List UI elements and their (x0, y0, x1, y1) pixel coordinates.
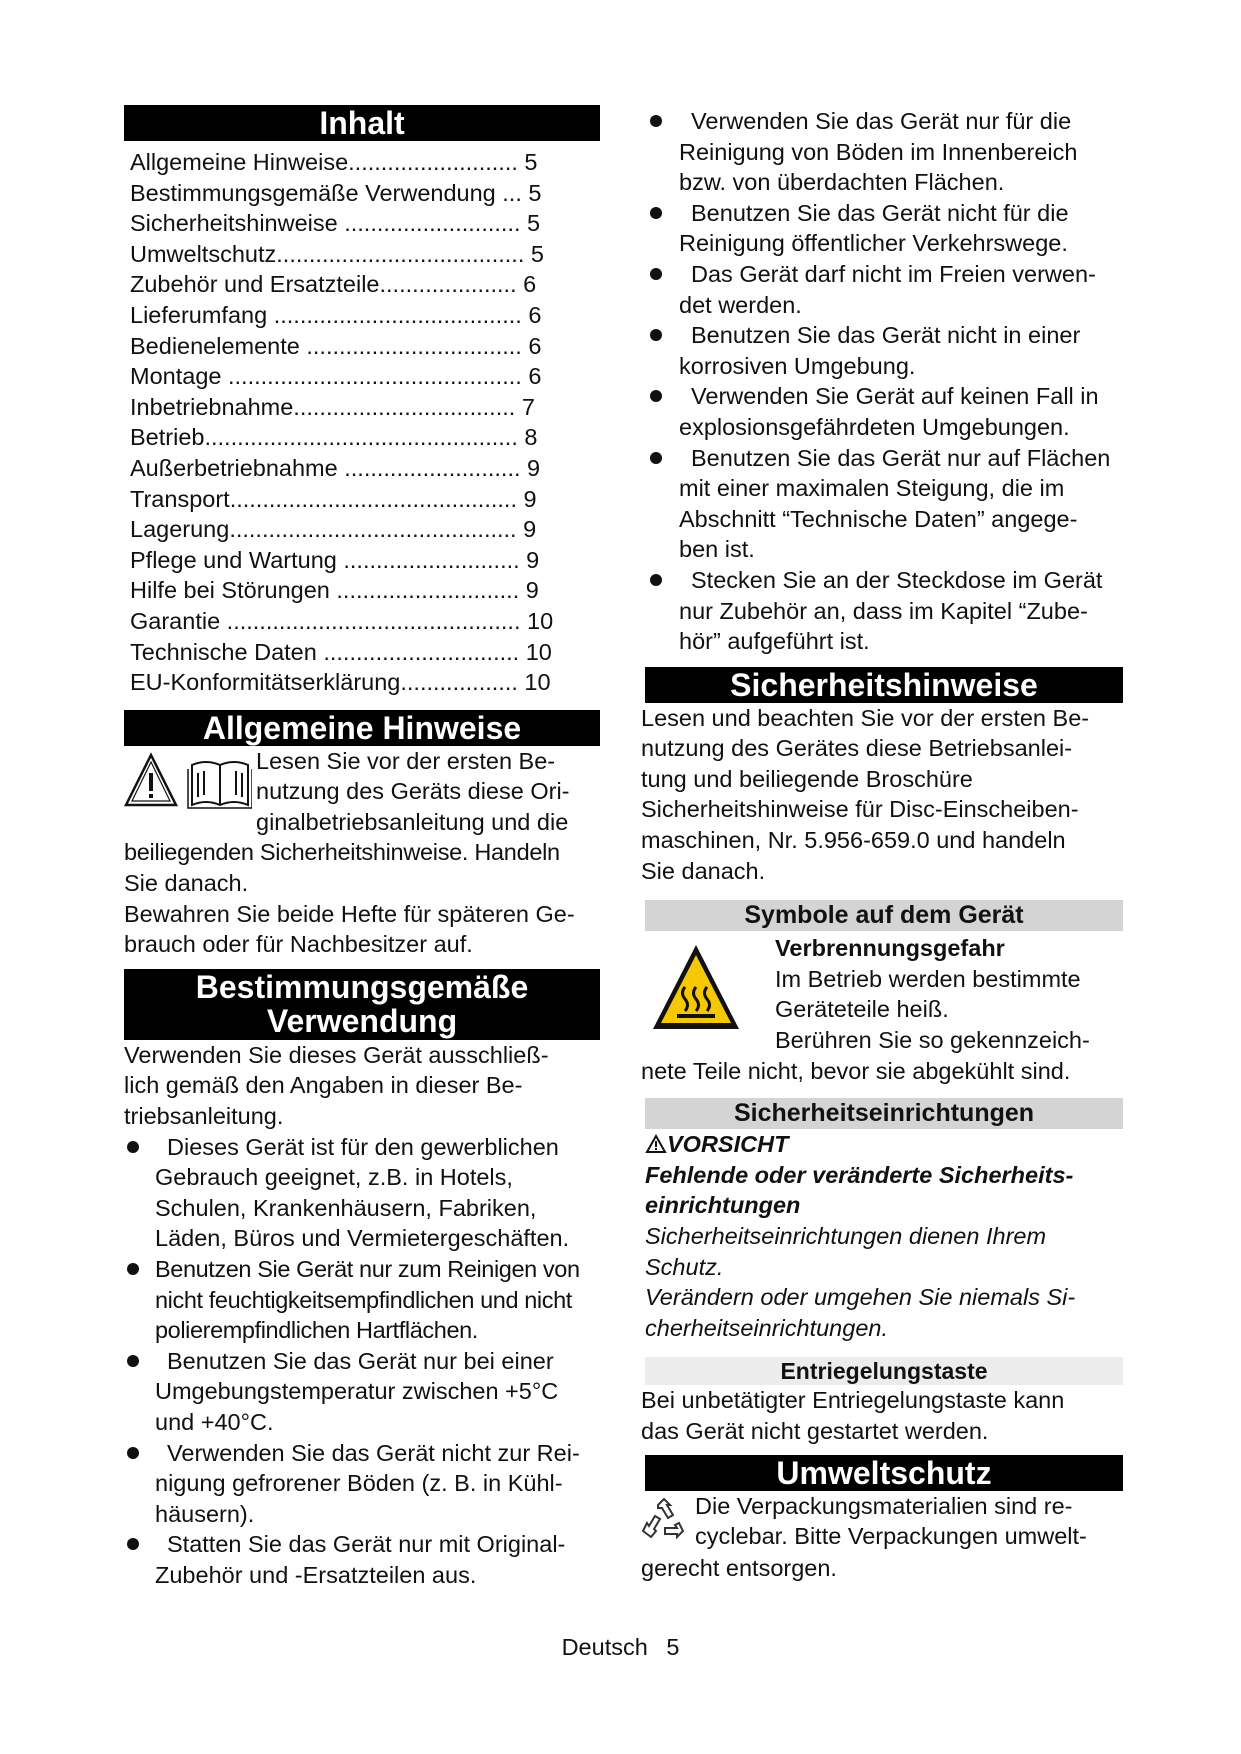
entriegelungstaste-section: Bei unbetätigter Entriegelungstaste kann das Gerät nicht gestartet werden. (641, 1387, 1065, 1444)
burn-hazard-heading: Verbrennungsgefahr (775, 935, 1005, 962)
list-item: Das Gerät darf nicht im Freien verwen- det werden. (645, 259, 1123, 320)
toc-entry[interactable]: Bedienelemente ................................. 6 (130, 332, 542, 359)
bullet-icon (127, 1141, 139, 1153)
toc-entry[interactable]: Lagerung............................................ 9 (130, 516, 537, 543)
toc-entry[interactable]: EU-Konformitätserklärung.................. 10 (130, 669, 551, 696)
manual-book-icon (188, 762, 252, 808)
bullet-icon (650, 390, 662, 402)
bestimmungsgemaesse-verwendung-heading: Bestimmungsgemäße Verwendung (124, 969, 600, 1040)
toc-entry[interactable]: Montage ............................................. 6 (130, 363, 542, 390)
warning-triangle-icon (126, 755, 176, 805)
page-number: 5 (666, 1634, 680, 1660)
toc-entry[interactable]: Bestimmungsgemäße Verwendung ... 5 (130, 179, 542, 206)
usage-restrictions-list (645, 106, 1123, 657)
toc-title: Inhalt (124, 105, 600, 141)
warning-manual-icon (124, 751, 252, 809)
left-column (124, 105, 600, 1591)
list-item: Benutzen Sie das Gerät nicht in einer korrosiven Umgebung. (645, 320, 1123, 381)
bullet-icon (127, 1447, 139, 1459)
hot-surface-warning-icon (649, 941, 743, 1035)
toc-entry[interactable]: Allgemeine Hinweise.......................... 5 (130, 149, 538, 175)
bullet-icon (650, 329, 662, 341)
toc-entry[interactable]: Garantie ............................................. 10 (130, 607, 554, 634)
bullet-icon (650, 207, 662, 219)
umweltschutz-section: Die Verpackungsmaterialien sind re- cyclebar. Bitte Verpackungen umwelt- gerecht entsorgen. (641, 1492, 1087, 1581)
list-item: Benutzen Sie das Gerät nur bei einer Umgebungstemperatur zwischen +5°C und +40°C. (124, 1346, 600, 1438)
toc-entry[interactable]: Pflege und Wartung ........................... 9 (130, 546, 540, 573)
recycling-icon (641, 1497, 687, 1543)
sicherheitshinweise-section: Lesen und beachten Sie vor der ersten Be- nutzung des Gerätes diese Betriebsanlei- tung und beiliegende Broschüre Sicherheitshinweise für Disc-Einscheiben- maschinen, Nr. 5.956-659.0 und handeln Sie danach. (641, 704, 1090, 884)
toc-entry[interactable]: Außerbetriebnahme ........................... 9 (130, 454, 541, 481)
bullet-icon (650, 452, 662, 464)
bullet-icon (650, 268, 662, 280)
toc-entry[interactable]: Betrieb................................................ 8 (130, 424, 538, 451)
entriegelungstaste-heading: Entriegelungstaste (645, 1357, 1123, 1385)
page-footer (0, 1634, 1241, 1661)
toc-entry[interactable]: Technische Daten .............................. 10 (130, 638, 552, 665)
bullet-icon (127, 1538, 139, 1550)
toc-entry[interactable]: Transport............................................ 9 (130, 485, 537, 512)
toc-entry[interactable]: Sicherheitshinweise ........................... 5 (130, 210, 541, 237)
usage-bullet-list (124, 1132, 600, 1591)
footer-language: Deutsch (561, 1634, 648, 1660)
list-item: Verwenden Sie das Gerät nur für die Reinigung von Böden im Innenbereich bzw. von überdachten Flächen. (645, 106, 1123, 198)
allgemeine-hinweise-section: Lesen Sie vor der ersten Be- nutzung des Geräts diese Ori- ginalbetriebsanleitung und die beiliegenden Sicherheitshinweise. Handeln Sie danach. Bewahren Sie beide Hefte für späteren Ge- brauch oder für Nachbesitzer auf. (124, 747, 575, 958)
caution-icon (645, 1134, 667, 1154)
list-item: Benutzen Sie das Gerät nur auf Flächen mit einer maximalen Steigung, die im Abschnitt “Technische Daten” angege- ben ist. (645, 443, 1123, 565)
sicherheitseinrichtungen-section: VORSICHT Fehlende oder veränderte Sicherheits- einrichtungen Sicherheitseinrichtungen dienen Ihrem Schutz. Verändern oder umgehen Sie niemals Si- cherheitseinrichtungen. (645, 1129, 1123, 1343)
right-column (641, 106, 1123, 1583)
list-item: Benutzen Sie Gerät nur zum Reinigen von nicht feuchtigkeitsempfindlichen und nicht polierempfindlichen Hartflächen. (124, 1254, 600, 1346)
table-of-contents (124, 147, 600, 698)
list-item: Verwenden Sie Gerät auf keinen Fall in explosionsgefährdeten Umgebungen. (645, 381, 1123, 442)
bullet-icon (127, 1263, 139, 1275)
sicherheitseinrichtungen-heading: Sicherheitseinrichtungen (645, 1098, 1123, 1129)
toc-entry[interactable]: Zubehör und Ersatzteile..................... 6 (130, 271, 537, 298)
bullet-icon (650, 574, 662, 586)
toc-entry[interactable]: Lieferumfang ...................................... 6 (130, 301, 542, 328)
sicherheitshinweise-heading: Sicherheitshinweise (645, 667, 1123, 703)
list-item: Verwenden Sie das Gerät nicht zur Rei- nigung gefrorener Böden (z. B. in Kühl- häusern). (124, 1438, 600, 1530)
allgemeine-hinweise-heading: Allgemeine Hinweise (124, 710, 600, 746)
symbole-heading: Symbole auf dem Gerät (645, 900, 1123, 931)
caution-label: VORSICHT (645, 1129, 1123, 1160)
toc-entry[interactable]: Umweltschutz...................................... 5 (130, 240, 544, 267)
bestimmungsgemaesse-verwendung-section: Verwenden Sie dieses Gerät ausschließ- lich gemäß den Angaben in dieser Be- triebsanleitung. Dieses Gerät ist für den gewerblichen Gebrauch geeignet, z.B. in Hotels, Schulen, Krankenhäusern, Fabriken, Läden, Büros und Vermietergeschäften. Benutzen Sie Gerät nur zum Reinigen von nicht feuchtigkeitsempfindlichen und nicht polierempfindlichen Hartflächen. Benutzen Sie das Gerät nur bei einer Umgebungstemperatur zwischen +5°C und +40°C. Verwenden Sie das Gerät nicht zur Rei- nigung gefrorener Böden (z. B. in Kühl- häusern). Statten Sie das Gerät nur mit Original- Zubehör und -Ersatzteilen aus. (124, 1040, 600, 1591)
umweltschutz-heading: Umweltschutz (645, 1455, 1123, 1491)
bullet-icon (650, 115, 662, 127)
list-item: Benutzen Sie das Gerät nicht für die Reinigung öffentlicher Verkehrswege. (645, 198, 1123, 259)
list-item: Dieses Gerät ist für den gewerblichen Gebrauch geeignet, z.B. in Hotels, Schulen, Krankenhäusern, Fabriken, Läden, Büros und Vermietergeschäften. (124, 1132, 600, 1254)
toc-entry[interactable]: Hilfe bei Störungen ............................ 9 (130, 577, 539, 604)
toc-entry[interactable]: Inbetriebnahme.................................. 7 (130, 393, 535, 420)
symbole-section: Verbrennungsgefahr Im Betrieb werden bestimmte Geräteteile heiß. Berühren Sie so gekennzeich- nete Teile nicht, bevor sie abgekühlt sind. (645, 933, 1123, 1086)
list-item: Stecken Sie an der Steckdose im Gerät nur Zubehör an, dass im Kapitel “Zube- hör” aufgeführt ist. (645, 565, 1123, 657)
bullet-icon (127, 1355, 139, 1367)
list-item: Statten Sie das Gerät nur mit Original- Zubehör und -Ersatzteilen aus. (124, 1529, 600, 1590)
